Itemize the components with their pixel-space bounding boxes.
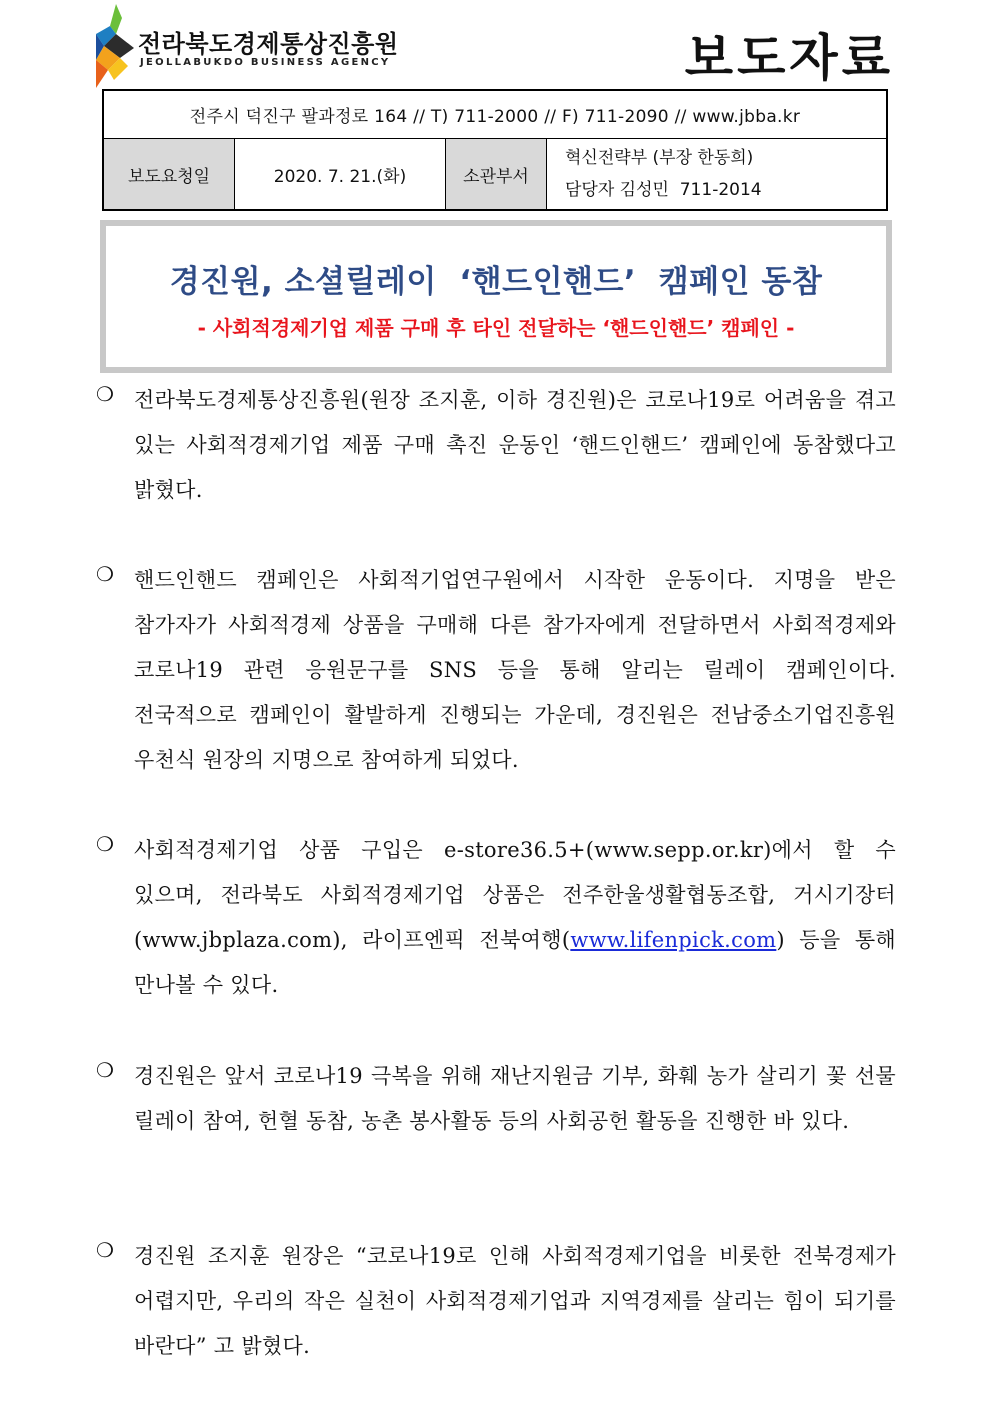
headline-title: 경진원, 소셜릴레이 ‘핸드인핸드’ 캠페인 동참	[169, 264, 823, 300]
paragraph-text-before-link: 사회적경제기업 상품 구입은 e-store36.5+(www.sepp.or.kr)에서 할 수 있으며, 전라북도 사회적경제기업 상품은 전주한울생활협동조합, 거시기장터(www.jbplaza.com), 라이프엔픽 전북여행(	[134, 838, 896, 952]
org-name-english: JEOLLABUKDO BUSINESS AGENCY	[140, 57, 391, 68]
circle-bullet-icon: ❍	[96, 382, 114, 406]
press-info-table	[102, 89, 888, 211]
paragraph-1	[96, 378, 896, 513]
circle-bullet-icon: ❍	[96, 562, 114, 586]
lifenpick-link[interactable]: www.lifenpick.com	[570, 928, 777, 952]
paragraph-text-after-link: ) 등을 통해 만나볼 수 있다.	[134, 928, 896, 997]
paragraph-text: 전라북도경제통상진흥원(원장 조지훈, 이하 경진원)은 코로나19로 어려움을 겪고 있는 사회적경제기업 제품 구매 촉진 운동인 ‘핸드인핸드’ 캠페인에 동참했다고 밝혔다.	[134, 388, 896, 502]
contact-person: 담당자 김성민 711-2014	[565, 180, 762, 200]
contact-info: 전주시 덕진구 팔과정로 164 // T) 711-2000 // F) 711-2090 // www.jbba.kr	[103, 90, 887, 139]
headline-box	[100, 220, 892, 373]
org-name-korean: 전라북도경제통상진흥원	[138, 30, 399, 58]
paragraph-text: 경진원 조지훈 원장은 “코로나19로 인해 사회적경제기업을 비롯한 전북경제가 어렵지만, 우리의 작은 실천이 사회적경제기업과 지역경제를 살리는 힘이 되기를 바란다” 고 밝혔다.	[134, 1244, 896, 1358]
department-head: 혁신전략부 (부장 한동희)	[565, 148, 754, 168]
department-value	[547, 139, 888, 211]
document-header	[94, 4, 894, 88]
circle-bullet-icon: ❍	[96, 832, 114, 856]
paragraph-4	[96, 1054, 896, 1144]
request-date-label: 보도요청일	[103, 139, 235, 211]
paragraph-3	[96, 828, 896, 1008]
document-type-title: 보도자료	[684, 29, 894, 87]
headline-subtitle: - 사회적경제기업 제품 구매 후 타인 전달하는 ‘핸드인핸드’ 캠페인 -	[197, 316, 795, 340]
paragraph-text: 경진원은 앞서 코로나19 극복을 위해 재난지원금 기부, 화훼 농가 살리기 꽃 선물 릴레이 참여, 헌혈 동참, 농촌 봉사활동 등의 사회공헌 활동을 진행한 바 있다.	[134, 1064, 896, 1133]
paragraph-5	[96, 1234, 896, 1369]
paragraph-2	[96, 558, 896, 783]
contact-row	[103, 90, 887, 139]
meta-row	[103, 139, 887, 211]
paragraph-text	[134, 828, 896, 1008]
department-label: 소관부서	[446, 139, 547, 211]
paragraph-text: 핸드인핸드 캠페인은 사회적기업연구원에서 시작한 운동이다. 지명을 받은 참가자가 사회적경제 상품을 구매해 다른 참가자에게 전달하면서 사회적경제와 코로나19 관련 응원문구를 SNS 등을 통해 알리는 릴레이 캠페인이다. 전국적으로 캠페인이 활발하게 진행되는 가운데, 경진원은 전남중소기업진흥원 우천식 원장의 지명으로 참여하게 되었다.	[134, 568, 896, 772]
request-date-value: 2020. 7. 21.(화)	[235, 139, 446, 211]
agency-logo-icon	[94, 4, 138, 88]
circle-bullet-icon: ❍	[96, 1058, 114, 1082]
circle-bullet-icon: ❍	[96, 1238, 114, 1262]
